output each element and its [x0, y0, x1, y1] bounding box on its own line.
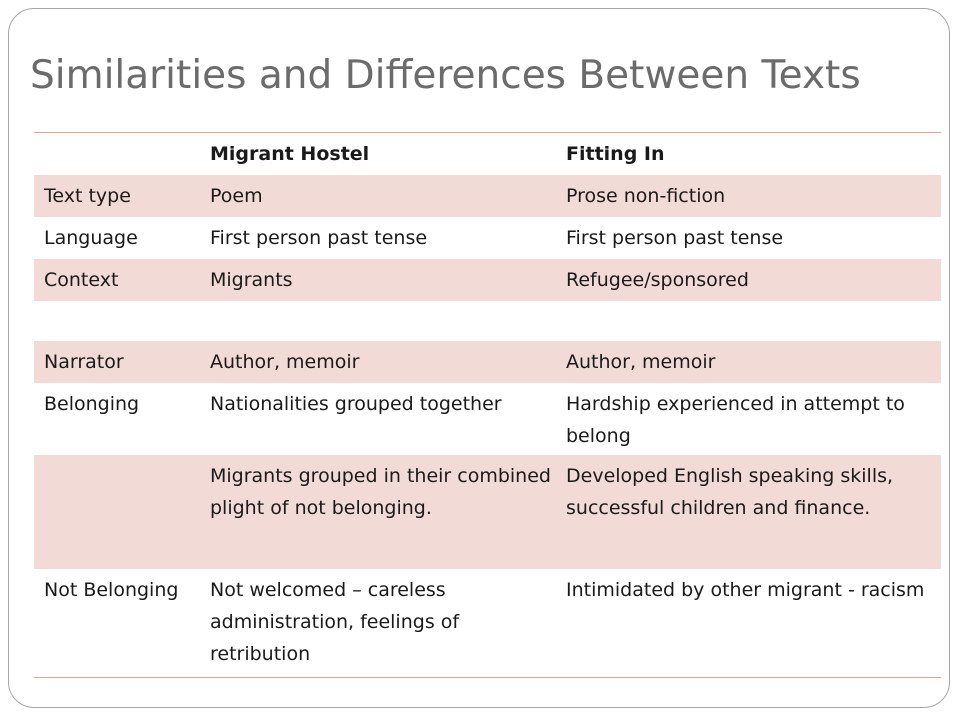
row-label-cell: Language: [44, 227, 138, 249]
row-label-cell: Text type: [44, 185, 131, 207]
migrant-hostel-cell: Migrants grouped in their combined plight of not belonging.: [210, 465, 551, 519]
table-row: [34, 341, 941, 383]
migrant-hostel-cell: Not welcomed – careless administration, feelings of retribution: [210, 579, 460, 665]
row-label-cell: Context: [44, 269, 119, 291]
row-label-cell: [34, 301, 200, 341]
table-row: [34, 175, 941, 217]
fitting-in-cell: Developed English speaking skills, successful children and finance.: [566, 465, 894, 519]
fitting-in-cell: Author, memoir: [566, 351, 716, 373]
table-row: [34, 569, 941, 677]
row-label-cell: [34, 455, 200, 569]
table-row-empty: [34, 301, 941, 341]
header-cell-migrant-hostel: Migrant Hostel: [210, 143, 370, 165]
fitting-in-cell: [556, 301, 941, 341]
slide-title: Similarities and Differences Between Texts: [30, 53, 861, 98]
header-cell-blank: [34, 133, 200, 175]
table-row: [34, 217, 941, 259]
comparison-table: [34, 132, 941, 678]
table-header-row: [34, 133, 941, 175]
fitting-in-cell: Refugee/sponsored: [566, 269, 749, 291]
row-label-cell: Narrator: [44, 351, 124, 373]
migrant-hostel-cell: [200, 301, 556, 341]
fitting-in-cell: First person past tense: [566, 227, 784, 249]
migrant-hostel-cell: Poem: [210, 185, 263, 207]
table-row: [34, 455, 941, 569]
table-row: [34, 259, 941, 301]
migrant-hostel-cell: Nationalities grouped together: [210, 393, 502, 415]
fitting-in-cell: Prose non-fiction: [566, 185, 726, 207]
row-label-cell: Belonging: [44, 393, 140, 415]
row-label-cell: Not Belonging: [44, 579, 179, 601]
migrant-hostel-cell: Migrants: [210, 269, 293, 291]
migrant-hostel-cell: Author, memoir: [210, 351, 360, 373]
table-row: [34, 383, 941, 455]
fitting-in-cell: Intimidated by other migrant - racism: [566, 579, 925, 601]
migrant-hostel-cell: First person past tense: [210, 227, 428, 249]
fitting-in-cell: Hardship experienced in attempt to belong: [566, 393, 905, 447]
header-cell-fitting-in: Fitting In: [566, 143, 665, 165]
